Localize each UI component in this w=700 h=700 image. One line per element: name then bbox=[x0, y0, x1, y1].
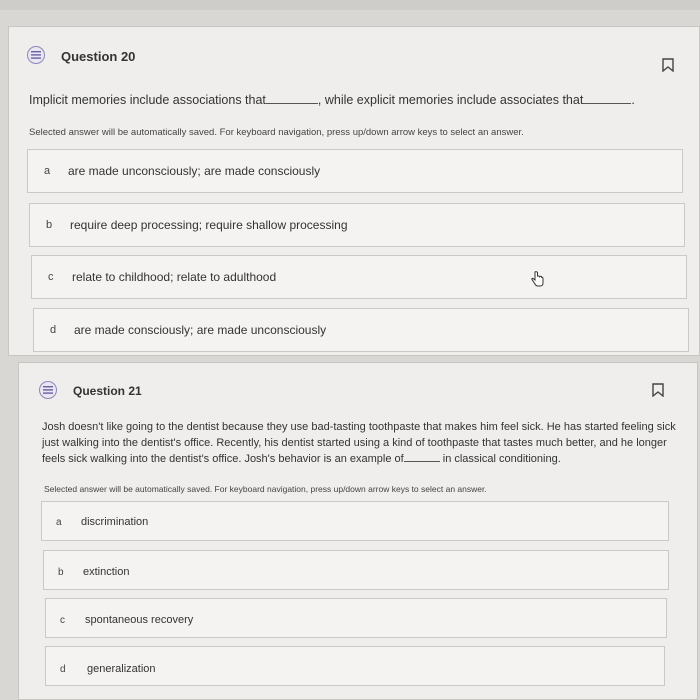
question-list-icon bbox=[27, 46, 45, 64]
option-letter: b bbox=[46, 219, 53, 231]
prompt-part: feels sick walking into the dentist's office. Josh's behavior is an example of bbox=[42, 453, 404, 465]
option-text: generalization bbox=[87, 663, 156, 675]
prompt-part: , while explicit memories include associates that bbox=[317, 93, 584, 107]
bookmark-icon[interactable] bbox=[652, 383, 664, 397]
option-letter: a bbox=[44, 165, 51, 177]
prompt-line-3 bbox=[42, 451, 676, 467]
option-text: discrimination bbox=[81, 516, 149, 528]
question-card-21 bbox=[18, 362, 698, 700]
answer-option-d[interactable] bbox=[45, 646, 665, 686]
prompt-line: just walking into the dentist's office. Recently, his dentist started using a kind of toothpaste that tastes much better, and he longer bbox=[42, 437, 667, 449]
option-letter: c bbox=[48, 271, 54, 283]
option-text: spontaneous recovery bbox=[85, 614, 194, 626]
prompt-part: Implicit memories include associations that bbox=[29, 93, 266, 107]
save-hint: Selected answer will be automatically saved. For keyboard navigation, press up/down arrow keys to select an answer. bbox=[44, 484, 487, 494]
option-letter: d bbox=[60, 664, 66, 675]
option-letter: d bbox=[50, 324, 57, 336]
answer-option-a[interactable] bbox=[41, 501, 669, 541]
question-prompt bbox=[42, 419, 676, 467]
answer-option-b[interactable] bbox=[43, 550, 669, 590]
answer-option-d[interactable] bbox=[33, 308, 689, 352]
prompt-line: Josh doesn't like going to the dentist because they use bad-tasting toothpaste that makes him feel sick. He has started feeling sick bbox=[42, 421, 676, 433]
prompt-part: . bbox=[631, 93, 635, 107]
answer-blank bbox=[583, 92, 631, 104]
save-hint: Selected answer will be automatically saved. For keyboard navigation, press up/down arrow keys to select an answer. bbox=[29, 127, 524, 138]
question-title: Question 21 bbox=[73, 384, 142, 398]
question-title: Question 20 bbox=[61, 49, 136, 64]
option-text: are made unconsciously; are made consciously bbox=[68, 164, 321, 178]
prompt-part: in classical conditioning. bbox=[442, 453, 561, 465]
option-text: require deep processing; require shallow processing bbox=[70, 218, 348, 232]
answer-option-a[interactable] bbox=[27, 149, 683, 193]
option-letter: a bbox=[56, 517, 62, 528]
answer-blank bbox=[404, 451, 440, 462]
question-list-icon bbox=[39, 381, 57, 399]
answer-option-c[interactable] bbox=[31, 255, 687, 299]
option-text: extinction bbox=[83, 566, 130, 578]
option-text: are made consciously; are made unconsciously bbox=[74, 323, 327, 337]
option-letter: c bbox=[60, 615, 65, 626]
question-card-20 bbox=[8, 26, 700, 356]
answer-option-c[interactable] bbox=[45, 598, 667, 638]
answer-blank bbox=[266, 92, 318, 104]
question-prompt bbox=[29, 92, 635, 108]
page-header-strip bbox=[0, 0, 700, 10]
answer-option-b[interactable] bbox=[29, 203, 685, 247]
option-text: relate to childhood; relate to adulthood bbox=[72, 270, 277, 284]
hand-cursor-icon bbox=[530, 271, 544, 287]
option-letter: b bbox=[58, 567, 64, 578]
bookmark-icon[interactable] bbox=[662, 58, 674, 72]
